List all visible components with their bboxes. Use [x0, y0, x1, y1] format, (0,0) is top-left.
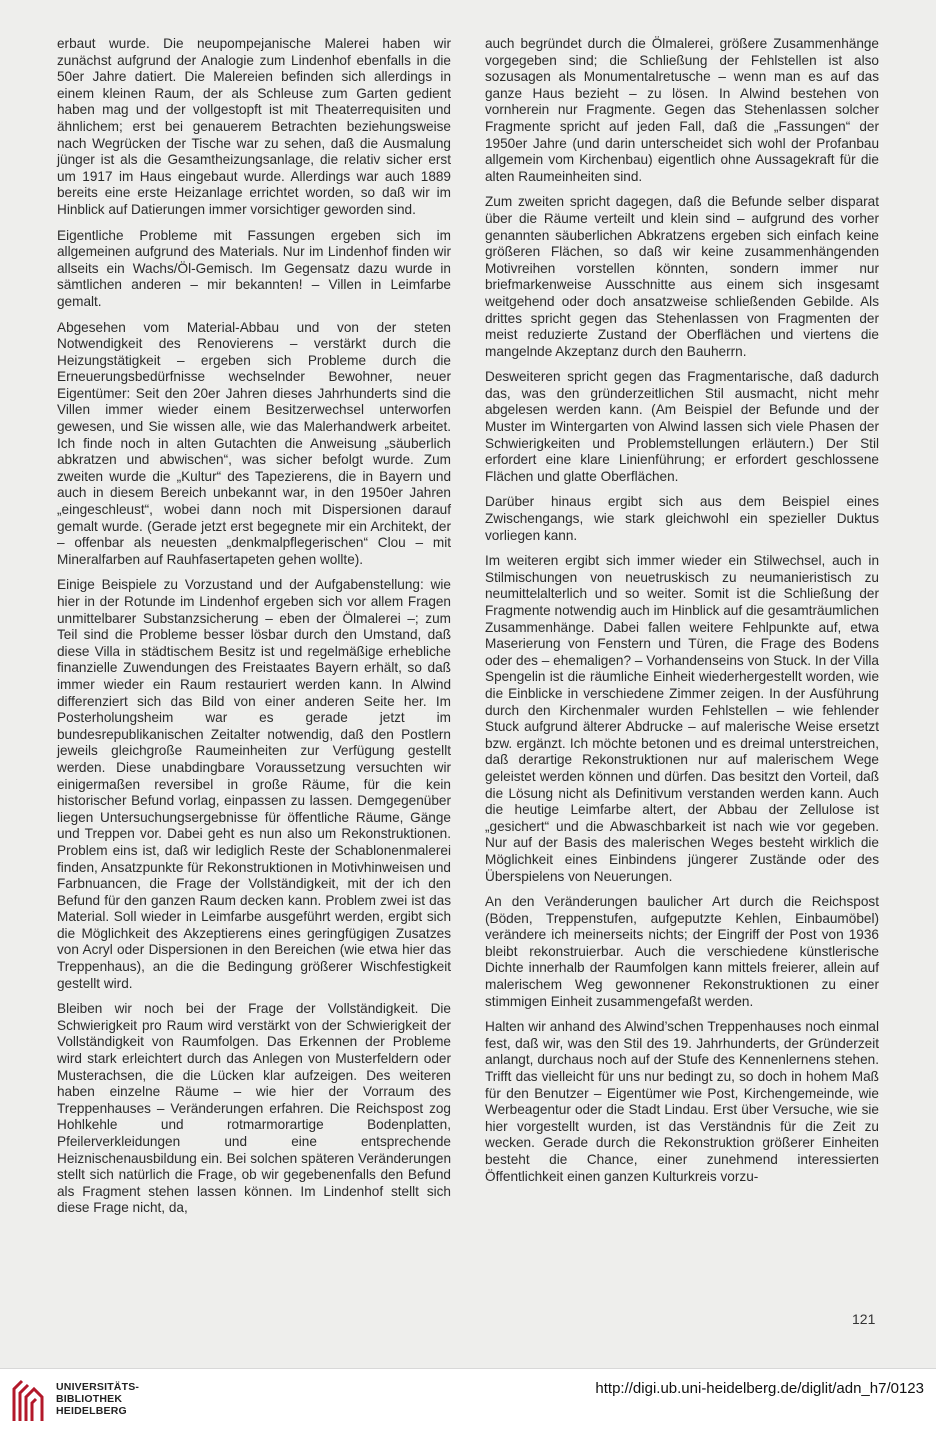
paragraph: Einige Beispiele zu Vorzustand und der Aufgabenstellung: wie hier in der Rotunde im Lindenhof ergeben sich vor allem Fragen unmittelbarer Substanzsicherung – eben der Ölmalerei –; zum Teil sind die Probleme besser lösbar durch den Umstand, daß diese Villa in städtischem Besitz ist und regelmäßige erhebliche finanzielle Zuwendungen des Freistaates Bayern erhält, so daß immer wieder ein Raum restauriert werden kann. In Alwind differenziert sich das Bild von einer anderen Seite her. Im Posterholungsheim war es gerade jetzt im bundesrepublikanischen Zeitalter notwendig, daß den Postlern jeweils gleichgroße Raumeinheiten zur Verfügung gestellt werden. Diese unabdingbare Voraussetzung versuchten wir einigermaßen reversibel in große Räume, für die kein historischer Befund vorlag, einpassen zu lassen. Demgegenüber liegen Untersuchungsergebnisse für öffentliche Räume, Gänge und Treppen vor. Dabei geht es nun also um Rekonstruktionen. Problem eins ist, daß wir lediglich Reste der Schablonenmalerei finden, Ansatzpunkte für Rekonstruktionen in Motivhinweisen und Farbnuancen, die Frage der Vollständigkeit, mit der ich den Befund für den ganzen Raum decken kann. Problem zwei ist das Material. Soll wieder in Leimfarbe ausgeführt werden, ergibt sich die Möglichkeit des Akzeptierens eines geringfügigen Zusatzes von Acryl oder Dispersionen in den Bereichen (wie etwa hier das Treppenhaus), an die die Bedingung größerer Wischfestigkeit gestellt wird. [57, 577, 451, 991]
paragraph: Zum zweiten spricht dagegen, daß die Befunde selber disparat über die Räume verteilt und klein sind – aufgrund des vorher genannten säuberlichen Abkratzens ergeben sich einfach keine größeren Flächen, so daß wir keine zusammenhängenden Motivreihen vorstellen könnten, sondern immer nur briefmarkenweise Ausschnitte aus einem sich insgesamt weitgehend oder doch ansatzweise schließenden Gebilde. Als drittes spricht gegen das Stehenlassen von Fragmenten der meist reduzierte Zustand der Oberflächen und viertens die mangelnde Akzeptanz durch den Bauherrn. [485, 194, 879, 359]
library-name-line: BIBLIOTHEK [56, 1393, 123, 1405]
page-number: 121 [852, 1311, 876, 1327]
library-logo-icon [8, 1375, 48, 1423]
paragraph: Eigentliche Probleme mit Fassungen ergeben sich im allgemeinen aufgrund des Materials. Nur im Lindenhof finden wir allseits ein Wachs/Öl-Gemisch. Im Gegensatz dazu wurde in sämtlichen anderen – mir bekannten! – Villen in Leimfarbe gemalt. [57, 227, 451, 309]
permalink-url[interactable]: http://digi.ub.uni-heidelberg.de/diglit/adn_h7/0123 [595, 1380, 924, 1397]
paragraph: erbaut wurde. Die neupompejanische Malerei haben wir zunächst aufgrund der Analogie zum Lindenhof ebenfalls in die 50er Jahre datiert. Die Malereien befinden sich allerdings in einem kleinen Raum, der als Schleuse zum Garten gedient haben mag und der vollgestopft ist mit Theaterrequisiten und ähnlichem; erst bei genauerem Betrachten beziehungsweise nach Wegrücken der Tische war zu sehen, daß die Ausmalung jünger ist als die Gesamtheizungsanlage, die relativ sicher erst um 1917 im Haus eingebaut wurde. Allerdings war auch 1889 bereits eine erste Heizanlage errichtet worden, so daß wir im Hinblick auf Datierungen immer vorsichtiger geworden sind. [57, 36, 451, 217]
library-name [56, 1381, 139, 1417]
paragraph: Abgesehen vom Material-Abbau und von der steten Notwendigkeit des Renovierens – verstärkt durch die Heizungstätigkeit – ergeben sich Probleme durch die Erneuerungsbedürfnisse wechselnder Bewohner, neuer Eigentümer: Seit den 20er Jahren dieses Jahrhunderts sind die Villen immer wieder einem Besitzerwechsel unterworfen gewesen, und Sie wissen alle, wie das Malerhandwerk arbeitet. Ich finde noch in alten Gutachten die Anweisung „säuberlich abkratzen und abwischen“, was sicher befolgt wurde. Zum zweiten wurde die „Kultur“ des Tapezierens, die in Bayern und auch in diesem Bereich unbekannt war, in den 1950er Jahren „eingeschleust“, wobei dann noch mit Dispersionen darauf gemalt wurde. (Gerade jetzt erst begegnete mir ein Architekt, der – offenbar als neuesten „denkmalpflegerischen“ Clou – mit Mineralfarben auf Rauhfasertapeten gehen wollte). [57, 319, 451, 567]
paragraph: Halten wir anhand des Alwind’schen Treppenhauses noch einmal fest, daß wir, was den Stil des 19. Jahrhunderts, der Gründerzeit anlangt, durchaus noch auf der Stufe des Kennenlernens stehen. Trifft das vielleicht für uns nur bedingt zu, so doch in hohem Maß für den Benutzer – Eigentümer wie Post, Kirchengemeinde, wie Werbeagentur oder die Stadt Lindau. Erst über Versuche, wie sie hier vorgestellt wurden, ist das Verständnis für die Zeit zu wecken. Gerade durch die Rekonstruktion größerer Einheiten besteht die Chance, einer zunehmend interessierten Öffentlichkeit einen ganzen Kulturkreis vorzu- [485, 1019, 879, 1184]
paragraph: An den Veränderungen baulicher Art durch die Reichspost (Böden, Treppenstufen, aufgeputzte Kehlen, Einbaumöbel) verändere ich meinerseits nichts; der Eingriff der Post von 1936 bleibt rekonstruierbar. Auch die verschiedene künstlerische Dichte innerhalb der Raumfolgen kann mittels freierer, allein auf malerischem Weg gewonnener Rekonstruktionen zu einer stimmigen Einheit zusammengefaßt werden. [485, 894, 879, 1009]
viewer-footer [0, 1368, 936, 1432]
paragraph: Im weiteren ergibt sich immer wieder ein Stilwechsel, auch in Stilmischungen von neuetruskisch zu neumanieristisch zu neumittelalterlich und so weiter. Somit ist die Schließung der Fragmente notwendig auch im Hinblick auf die gesamträumlichen Zusammenhänge. Dabei fallen weitere Fehlpunkte auf, etwa Maserierung von Fenstern und Türen, die Frage des Bodens oder des – ehemaligen? – Vorhandenseins von Stuck. In der Villa Spengelin ist die räumliche Einheit wiederhergestellt worden, wie die Einblicke in verschiedene Zimmer zeigen. In der Ausführung durch den Kirchenmaler wurden Fehlstellen – wie fehlender Stuck aufgrund älterer Abdrucke – auf malerische Weise ersetzt bzw. ergänzt. Ich möchte betonen und es dreimal unterstreichen, daß derartige Rekonstruktionen nur auf malerischem Wege geleistet werden können und dürfen. Das besitzt den Vorteil, daß die Lösung nicht als Definitivum verstanden werden kann. Auch die heutige Leimfarbe altert, der Abbau der Zellulose ist „gesichert“ und die Abwaschbarkeit ist nach wie vor gegeben. Nur auf der Basis des malerischen Weges besteht wirklich die Möglichkeit eines Einbindens jüngerer Zustände oder des Überspielens von Neuerungen. [485, 553, 879, 884]
left-text-column [57, 36, 451, 1226]
library-name-line: UNIVERSITÄTS- [56, 1381, 140, 1393]
paragraph: auch begründet durch die Ölmalerei, größere Zusammenhänge vorgegeben sind; die Schließung der Fehlstellen ist also sozusagen als Monumentalretusche – wenn man es auf das ganze Haus bezieht – zu lösen. In Alwind bestehen von vornherein nur Fragmente. Gegen das Stehenlassen solcher Fragmente spricht auf jeden Fall, daß die „Fassungen“ der 1950er Jahre (und darin unterscheidet sich wohl der Profanbau allgemein vom Kirchenbau) eigentlich ohne Aussagekraft für die alten Raumeinheiten sind. [485, 36, 879, 184]
library-name-line: HEIDELBERG [56, 1405, 127, 1417]
paragraph: Desweiteren spricht gegen das Fragmentarische, daß dadurch das, was den gründerzeitlichen Stil ausmacht, nicht mehr abgelesen werden kann. (Am Beispiel der Befunde und der Muster im Wintergarten von Alwind lassen sich viele Phasen der Schwierigkeiten und Problemstellungen erläutern.) Der Stil erfordert eine klare Linienführung; er erfordert geschlossene Flächen und glatte Oberflächen. [485, 369, 879, 484]
paragraph: Darüber hinaus ergibt sich aus dem Beispiel eines Zwischengangs, wie stark gleichwohl ein spezieller Duktus vorliegen kann. [485, 494, 879, 543]
paragraph: Bleiben wir noch bei der Frage der Vollständigkeit. Die Schwierigkeit pro Raum wird verstärkt von der Schwierigkeit der Vollständigkeit von Raumfolgen. Das Erkennen der Probleme wird stark erleichtert durch das Anlegen von Musterfeldern oder Musterachsen, die die Lücken klar aufzeigen. Des weiteren haben einzelne Räume – wie hier der Vorraum des Treppenhauses – Veränderungen erfahren. Die Reichspost zog Hohlkehle und rotmarmorartige Bodenplatten, Pfeilerverkleidungen und eine entsprechende Heiznischenausbildung ein. Bei solchen späteren Veränderungen stellt sich natürlich die Frage, ob wir gegebenenfalls den Befund als Fragment stehen lassen können. Im Lindenhof stellt sich diese Frage nicht, da, [57, 1001, 451, 1216]
right-text-column [485, 36, 879, 1194]
